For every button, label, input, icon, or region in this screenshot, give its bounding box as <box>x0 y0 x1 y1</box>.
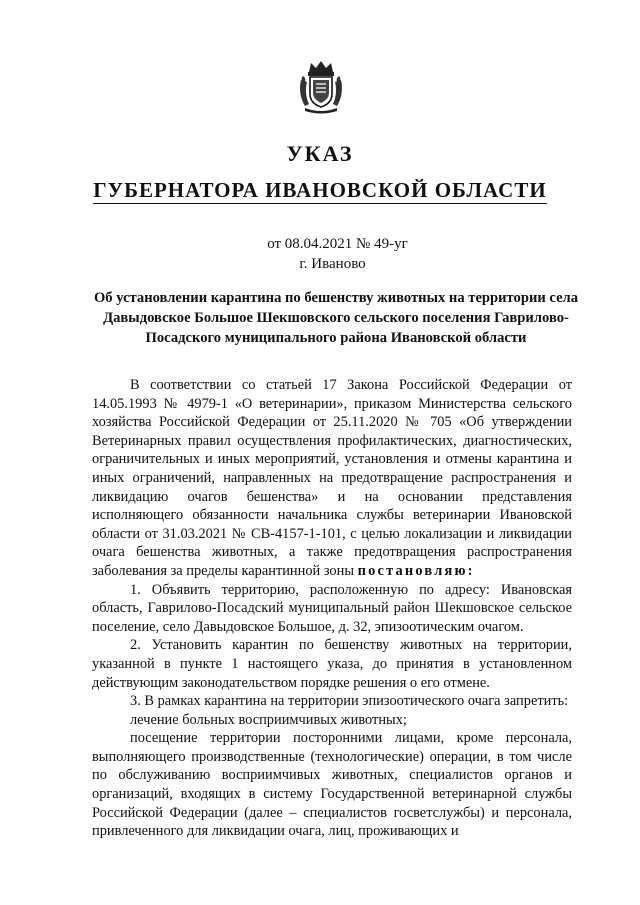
document-body <box>92 376 572 841</box>
coat-of-arms-emblem <box>297 58 345 114</box>
issuing-authority <box>0 178 640 203</box>
decree-keyword: постановляю: <box>357 562 475 579</box>
paragraph-item-1: 1. Объявить территорию, расположенную по адресу: Ивановская область, Гаврилово-Посадский муниципальный район Шекшовское сельское поселение, село Давыдовское Большое, д. 32, эпизоотическим очагом. <box>92 581 572 635</box>
paragraph-prohibition-2: посещение территории посторонними лицами, кроме персонала, выполняющего производственные (технологические) операции, в том числе по обслуживанию восприимчивых животных, специалистов органов и организаций, входящих в систему Государственной ветеринарной службы Российской Федерации (далее – специалистов госветслужбы) и персонала, привлеченного для ликвидации очага, лиц, проживающих и <box>92 730 572 840</box>
document-subject: Об установлении карантина по бешенству животных на территории села Давыдовское Большое Шекшовского сельского поселения Гаврилово-Посадского муниципального района Ивановской области <box>93 290 579 346</box>
paragraph-preamble <box>92 376 572 581</box>
paragraph-prohibition-1: лечение больных восприимчивых животных; <box>130 711 407 728</box>
paragraph-item-3: 3. В рамках карантина на территории эпизоотического очага запретить: <box>130 693 569 710</box>
document-heading: УКАЗ <box>286 141 354 166</box>
document-date-number: от 08.04.2021 № 49-уг <box>267 236 408 252</box>
preamble-text: В соответствии со статьей 17 Закона Российской Федерации от 14.05.1993 № 4979-1 «О ветеринарии», приказом Министерства сельского хозяйства Российской Федерации от 25.11.2020 № 705 «Об утверждении Ветеринарных правил осуществления профилактических, диагностических, ограничительных и иных мероприятий, установления и отмены карантина и иных ограничений, направленных на предотвращение распространения и ликвидацию очагов бешенства» и на основании представления исполняющего обязанности начальника службы ветеринарии Ивановской области от 31.03.2021 № СВ-4157-1-101, с целью локализации и ликвидации очага бешенства животных, а также предотвращения распространения заболевания за пределы карантинной зоны <box>92 377 572 579</box>
document-city: г. Иваново <box>299 256 366 272</box>
paragraph-item-2: 2. Установить карантин по бешенству животных на территории, указанной в пункте 1 настоящего указа, до принятия в установленном действующим законодательством порядке решения о его отмене. <box>92 637 572 691</box>
issuing-authority-text: ГУБЕРНАТОРА ИВАНОВСКОЙ ОБЛАСТИ <box>93 178 547 202</box>
